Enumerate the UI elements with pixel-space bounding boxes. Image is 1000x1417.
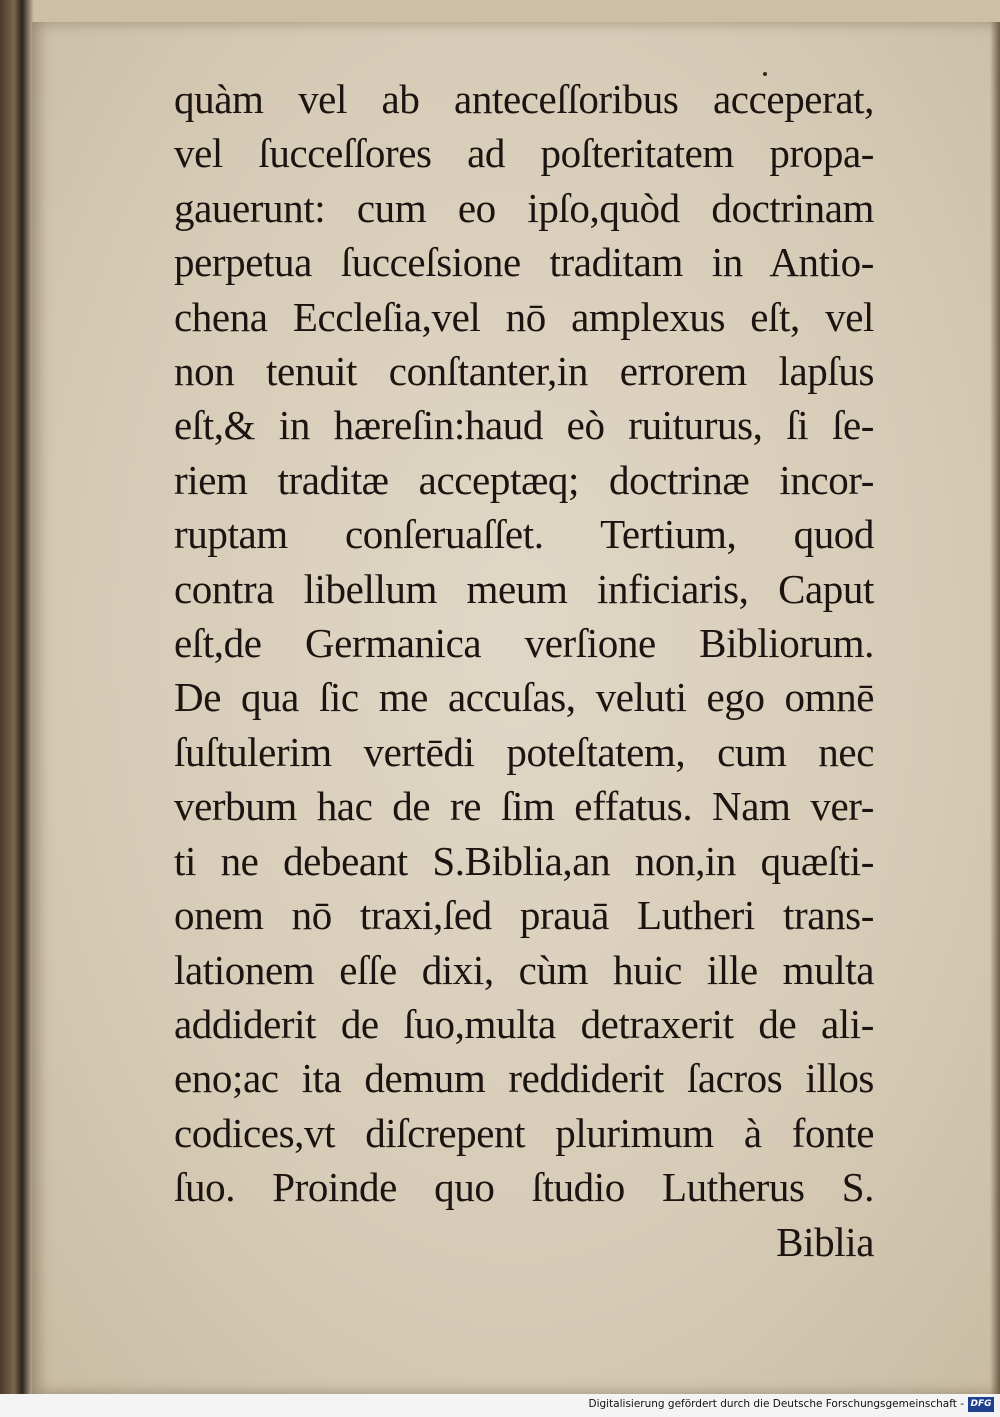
text-line: eſt,de Germanica verſione Bibliorum. xyxy=(174,620,874,667)
digitization-footer xyxy=(0,1394,1000,1417)
text-line: non tenuit conſtanter,in errorem lapſus xyxy=(174,348,874,395)
text-line: vel ſucceſſores ad poſteritatem propa- xyxy=(174,130,874,177)
text-line: ſuo. Proinde quo ſtudio Lutherus S. xyxy=(174,1164,874,1211)
funding-notice: Digitalisierung gefördert durch die Deutsche Forschungsgemeinschaft - xyxy=(588,1398,964,1410)
text-line: quàm vel ab anteceſſoribus acceperat, xyxy=(174,76,874,122)
text-line: verbum hac de re ſim effatus. Nam ver- xyxy=(174,783,874,830)
text-line: onem nō traxi,ſed prauā Lutheri trans- xyxy=(174,892,874,939)
text-line: eſt,& in hæreſin:haud eò ruiturus, ſi ſe- xyxy=(174,402,874,449)
dfg-logo: DFG xyxy=(968,1397,994,1412)
text-line: lationem eſſe dixi, cùm huic ille multa xyxy=(174,946,874,993)
text-line: perpetua ſucceſsione traditam in Antio- xyxy=(174,239,874,286)
text-line: contra libellum meum inficiaris, Caput xyxy=(174,565,874,612)
text-line: gauerunt: cum eo ipſo,quòd doctrinam xyxy=(174,184,874,231)
text-line: addiderit de ſuo,multa detraxerit de ali- xyxy=(174,1000,874,1047)
text-line: ruptam conſeruaſſet. Tertium, quod xyxy=(174,511,874,558)
text-line: codices,vt diſcrepent plurimum à fonte xyxy=(174,1109,874,1156)
text-line: ti ne debeant S.Biblia,an non,in quæſti- xyxy=(174,837,874,884)
text-line: ſuſtulerim vertēdi poteſtatem, cum nec xyxy=(174,728,874,775)
text-line: De qua ſic me accuſas, veluti ego omnē xyxy=(174,674,874,721)
catchword: Biblia xyxy=(776,1218,874,1265)
page-text-block xyxy=(174,72,874,1269)
text-line: eno;ac ita demum reddiderit ſacros illos xyxy=(174,1055,874,1102)
text-line: chena Eccleſia,vel nō amplexus eſt, vel xyxy=(174,293,874,340)
text-line: riem traditæ acceptæq; doctrinæ incor- xyxy=(174,456,874,503)
